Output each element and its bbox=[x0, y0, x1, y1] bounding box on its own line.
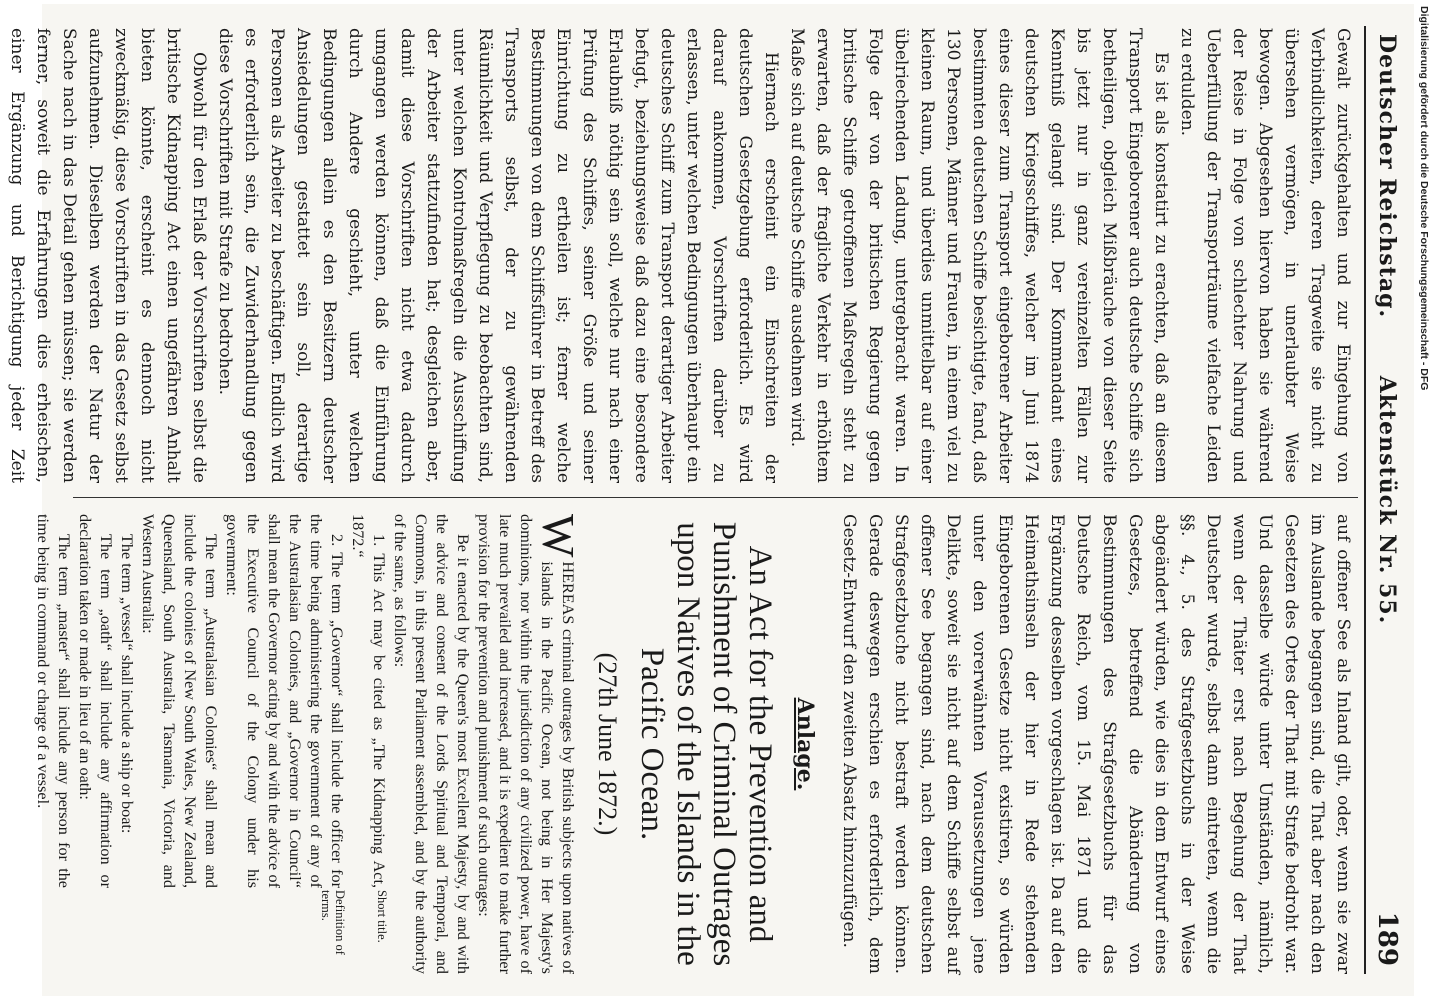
marginal-note: Short title. bbox=[375, 890, 389, 943]
definition-colonies: The term „Australasian Colonies“ shall mean and include the colonies of New South Wales, New Zealand, Queensland, South Australia, Tasmania, Victoria, and Western Australia: bbox=[139, 514, 220, 888]
section-1-text: 1. This Act may be cited as „The Kidnapping Act, 1872.“ bbox=[349, 514, 388, 888]
continuation-paragraph: auf offener See als Inland gilt, oder, wenn sie zwar im Auslande begangen sind, die That aber nach den Gesetzen des Ortes der That mit Strafe bedroht war. Und dasselbe würde unter Umständen, nämlich, wenn der Thäter erst nach Begehung der That Deutscher wurde, selbst dann eintreten, wenn die §§. 4., 5. des Strafgesetzbuchs in der Weise abgeändert würden, wie dies in dem Entwurf eines Gesetzes, betreffend die Abänderung von Bestimmungen des Strafgesetzbuchs für das Deutsche Reich, vom 15. Mai 1871 und die Ergänzung desselben vorgeschlagen ist. Da auf den Heimathsinseln der hier in Rede stehenden Eingeborenen Gesetze nicht existiren, so würden unter den vorerwähnten Voraussetzungen jene Delikte, soweit sie nicht auf dem Schiffe selbst auf offener See begangen sind, nach dem deutschen Strafgesetzbuche nicht bestraft werden können. Gerade deswegen erschien es erforderlich, dem Gesetz-Entwurf den zweiten Absatz hinzuzufügen. bbox=[839, 514, 1353, 974]
act-date: (27th June 1872.) bbox=[593, 652, 622, 836]
section-2-text: 2. The term „Governor“ shall include the officer for the time being administering the government of any of the Australasian Colonies, and „Governor in Council“ shall mean the Governor acting by and with the advice of the Executive Council of the Colony under his government: bbox=[223, 514, 346, 888]
definition-vessel: The term „vessel“ shall include a ship or boat: bbox=[118, 534, 136, 834]
definition-oath: The term „oath“ shall include any affirmation or declaration taken or made in lieu of an oath: bbox=[76, 514, 115, 888]
definition-master: The term „master“ shall include any person for the time being in command or charge of a vessel. bbox=[34, 514, 73, 888]
page-number: 189 bbox=[1372, 911, 1402, 966]
column-divider bbox=[73, 497, 1358, 498]
digitization-note: Digitalisierung gefördert durch die Deutsche Forschungsgemeinschaft - DFG bbox=[1418, 6, 1430, 391]
section-1 bbox=[347, 514, 389, 974]
paragraph: Gewalt zurückgehalten und zur Eingehung von Verbindlichkeiten, deren Tragweite sie nicht zu übersehen vermögen, in unerlaubter Weise bewogen. Abgesehen hiervon haben sie während der Reise in Folge von schlechter Nahrung und Ueberfüllung der Transporträume vielfache Leiden zu erdulden. bbox=[1177, 28, 1353, 483]
document-page bbox=[7, 4, 1414, 996]
publication-title: Deutscher Reichstag. bbox=[1374, 34, 1400, 319]
section-2 bbox=[221, 514, 347, 974]
act-title: An Act for the Prevention and Punishment of Criminal Outrages upon Natives of the Islands in the Pacific Ocean. bbox=[634, 521, 778, 967]
annex-title: Anlage. bbox=[792, 697, 818, 791]
paragraph: Hiernach erscheint ein Einschreiten der deutschen Gesetzgebung erforderlich. Es wird darauf ankommen, Vorschriften darüber zu erlassen, unter welchen Bedingungen überhaupt ein deutsches Schiff zum Transport derartiger Arbeiter befugt, beziehungsweise daß dazu eine besondere Erlaubniß nöthig sein soll, welche nur nach einer Prüfung des Schiffes, seiner Größe und seiner Einrichtung zu ertheilen ist; ferner welche Bestimmungen von dem Schiffsführer in Betreff des Transports selbst, der zu gewährenden Räumlichkeit und Verpflegung zu beobachten sind, unter welchen Kontrolmaßregeln die Ausschiffung der Arbeiter stattzufinden hat; desgleichen aber, damit diese Vorschriften nicht etwa dadurch umgangen werden können, daß die Einführung durch Andere geschieht, unter welchen Bedingungen allein es den Besitzern deutscher Ansiedelungen gestattet sein soll, derartige Personen als Arbeiter zu beschäftigen. Endlich wird es erforderlich sein, die Zuwiderhandlung gegen diese Vorschriften mit Strafe zu bedrohen. bbox=[215, 28, 781, 483]
page-header bbox=[1364, 26, 1406, 974]
right-column bbox=[32, 514, 1356, 974]
left-column bbox=[0, 28, 1356, 483]
drop-cap: W bbox=[533, 514, 584, 558]
preamble bbox=[473, 514, 584, 974]
paragraph: Obwohl für den Erlaß der Vorschriften selbst die britische Kidnapping Act einen ungefähren Anhalt bieten könnte, erscheint es dennoch nicht zweckmäßig, diese Vorschriften in das Gesetz selbst aufzunehmen. Dieselben werden der Natur der Sache nach in das Detail gehen müssen; sie werden ferner, soweit die Erfahrungen dies erheischen, einer Ergänzung und Berichtigung jeder Zeit bbox=[7, 28, 209, 483]
definitions bbox=[32, 514, 221, 974]
digitization-strip bbox=[1416, 6, 1432, 996]
enactment-clause: Be it enacted by the Queen's most Excellent Majesty, by and with the advice and consent of the Lords Spiritual and Temporal, and Commons, in this present Parliament assembled, and by the authority of the same, as follows: bbox=[391, 514, 472, 974]
scanned-page bbox=[7, 4, 1414, 996]
marginal-note: Definition of terms. bbox=[319, 890, 347, 955]
document-number: Aktenstück Nr. 55. bbox=[1374, 375, 1400, 625]
preamble-text: HEREAS criminal outrages by British subjects upon natives of islands in the Pacific Ocean, not being in Her Majesty's dominions, nor within the jurisdiction of any civilized power, have of late much prevailed and increased, and it is expedient to make further provision for the prevention and punishment of such outrages: bbox=[475, 514, 577, 974]
paragraph: Es ist als konstatirt zu erachten, daß an diesem Transport Eingeborener auch deutsche Schiffe sich betheiligen, obgleich Mißbräuche von dieser Seite bis jetzt nur in ganz vereinzelten Fällen zur Kenntniß gelangt sind. Der Kommandant eines deutschen Kriegsschiffes, welcher im Juni 1874 eines dieser zum Transport eingeborener Arbeiter bestimmten deutschen Schiffe besichtigte, fand, daß 130 Personen, Männer und Frauen, in einem viel zu kleinen Raum, und überdies unmittelbar auf einer übelriechenden Ladung, untergebracht waren. In Folge der von der britischen Regierung gegen britische Schiffe getroffenen Maßregeln steht zu erwarten, daß der fragliche Verkehr in erhöhtem Maße sich auf deutsche Schiffe ausdehnen wird. bbox=[787, 28, 1171, 483]
